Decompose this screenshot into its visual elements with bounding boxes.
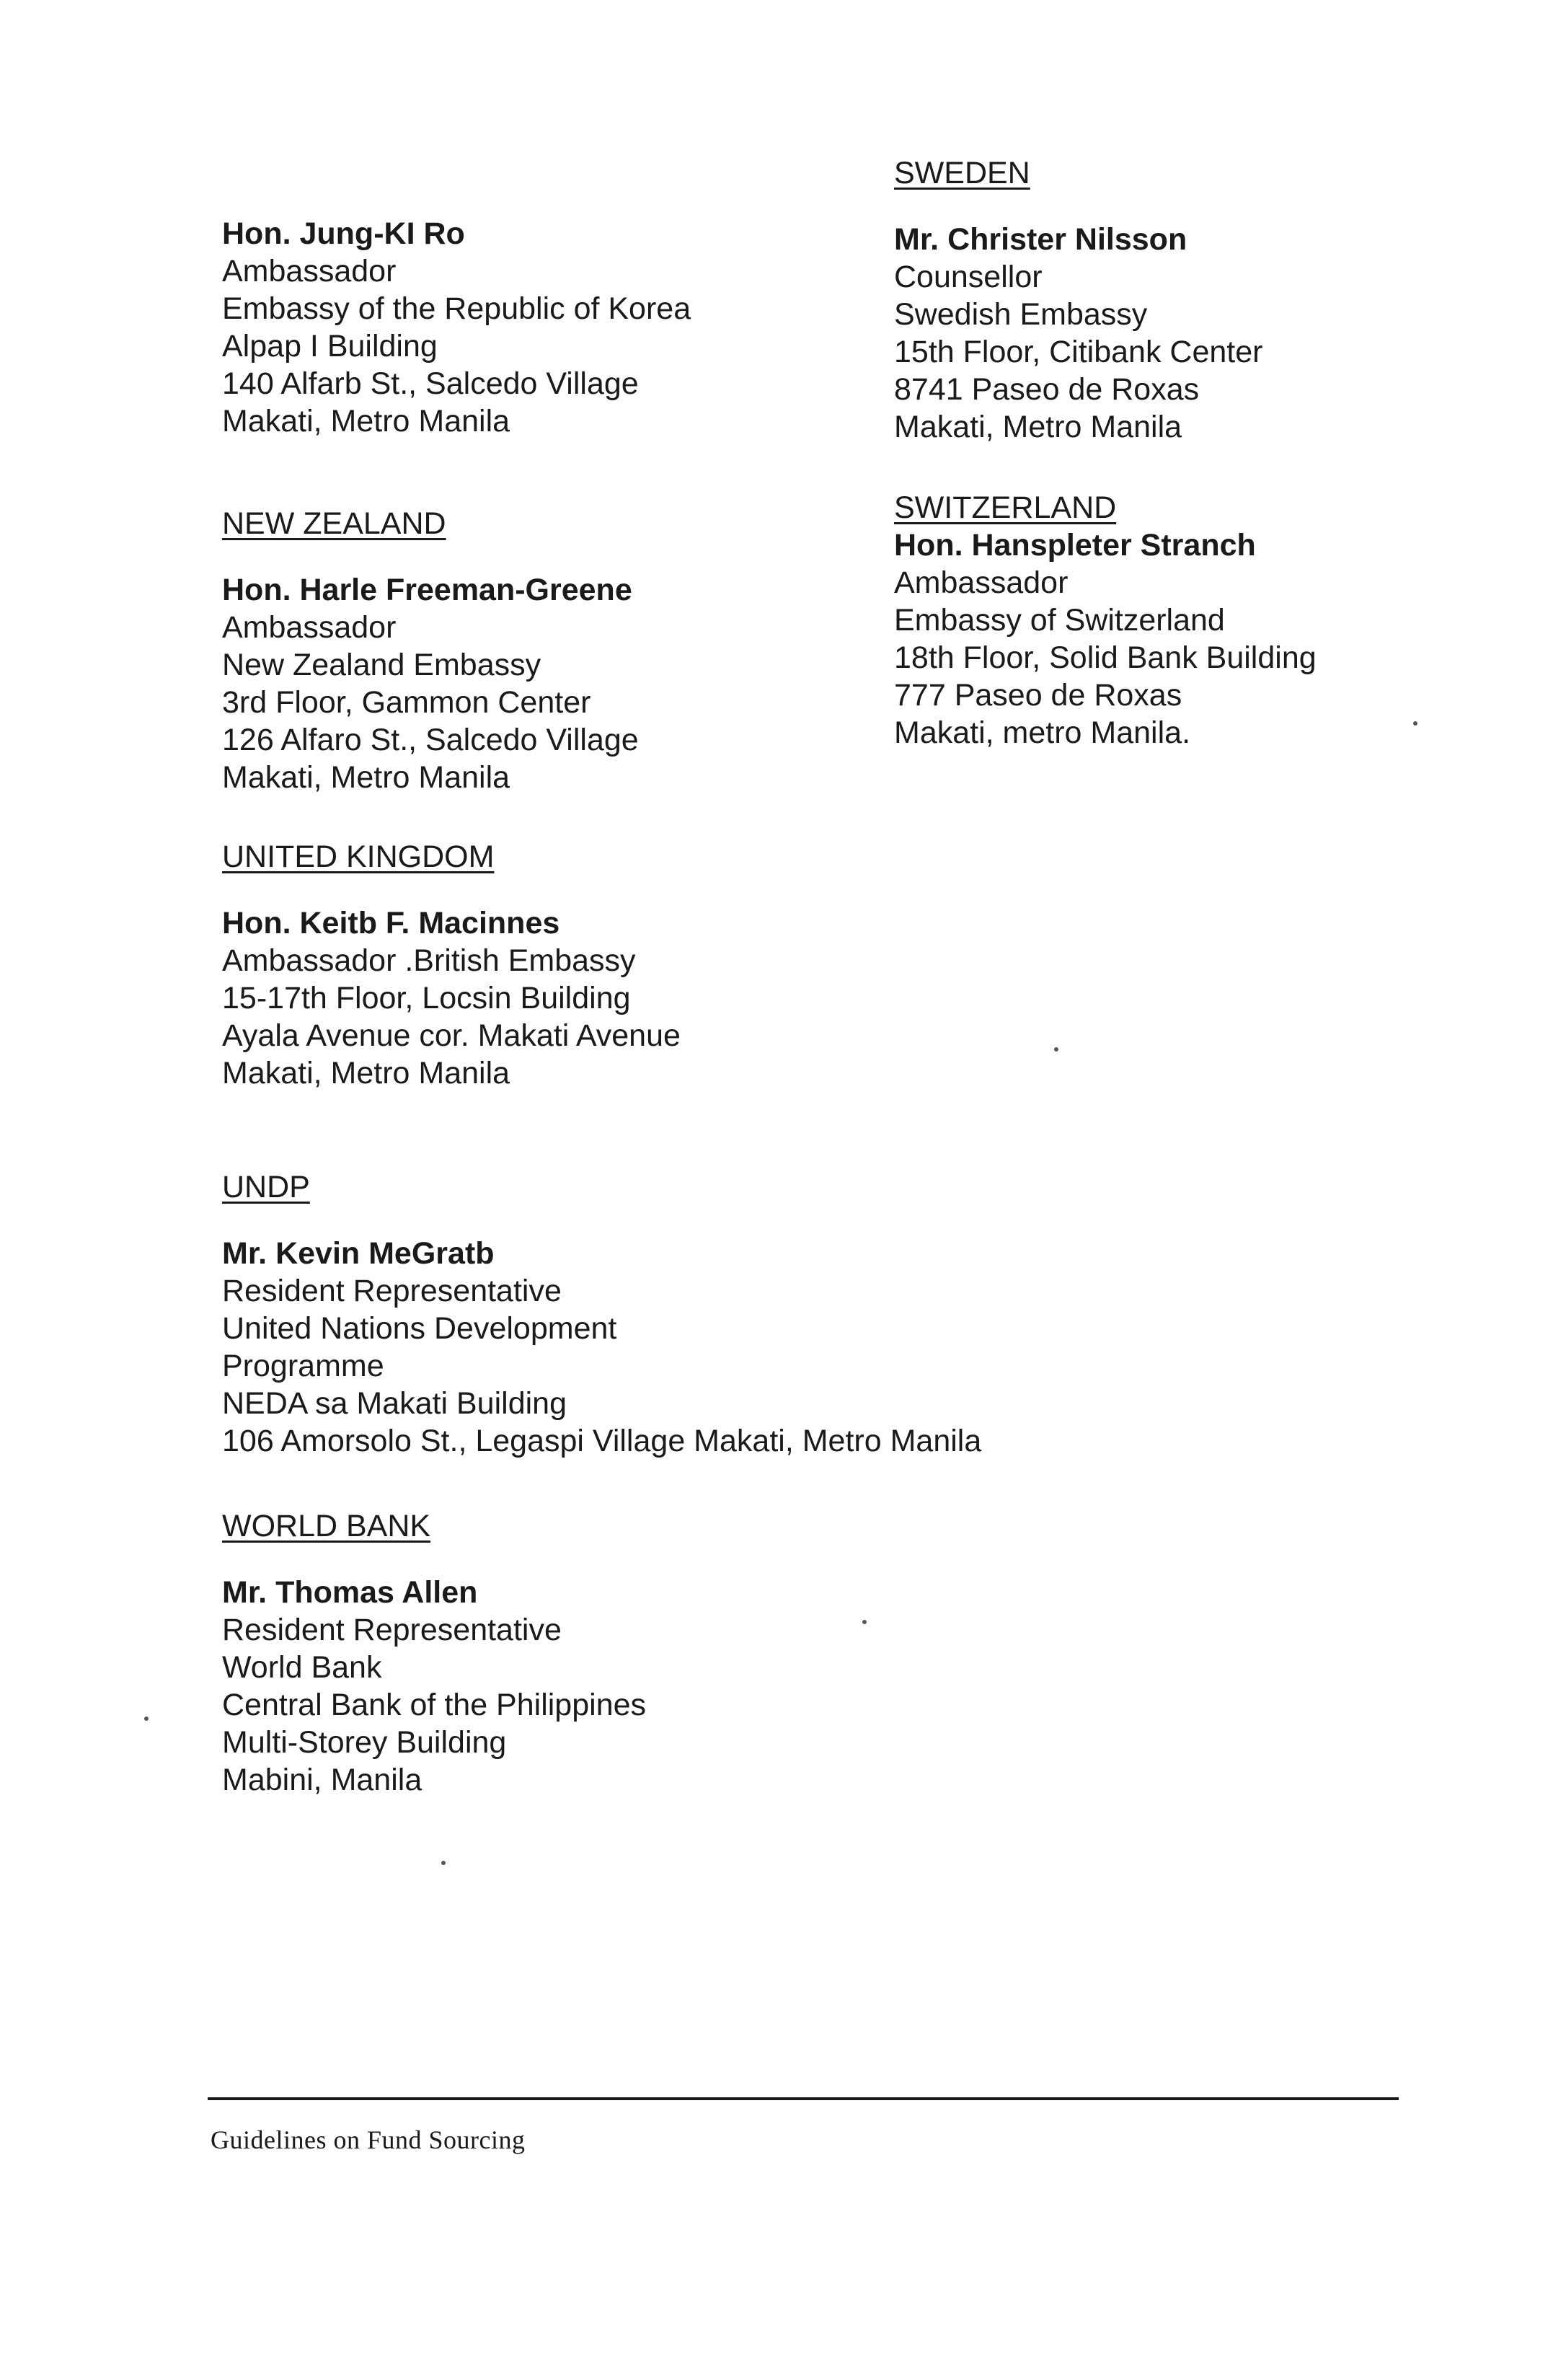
section-heading-sweden: SWEDEN [894,156,1030,190]
contact-name: Hon. Hanspleter Stranch [894,528,1256,563]
footer-divider [208,2097,1399,2100]
contact-name: Hon. Harle Freeman-Greene [222,573,632,607]
contact-title: Ambassador [222,610,397,645]
contact-building: 15-17th Floor, Locsin Building [222,981,631,1015]
contact-city: Makati, Metro Manila [222,1056,510,1090]
contact-city: Makati, metro Manila. [894,715,1191,750]
contact-title: Ambassador [222,254,397,288]
contact-name: Hon. Jung-KI Ro [222,216,465,251]
contact-title: Ambassador [894,565,1069,600]
contact-building: 15th Floor, Citibank Center [894,335,1263,369]
contact-building: Alpap I Building [222,329,438,363]
contact-building: 18th Floor, Solid Bank Building [894,640,1317,675]
contact-building: NEDA sa Makati Building [222,1386,567,1421]
section-heading-united-kingdom: UNITED KINGDOM [222,839,495,874]
contact-world-bank [222,1507,1051,1799]
section-heading-undp: UNDP [222,1170,310,1204]
contact-city: Makati, Metro Manila [894,410,1182,444]
section-heading-new-zealand: NEW ZEALAND [222,506,446,541]
contact-street: 777 Paseo de Roxas [894,678,1182,713]
contact-organization: Embassy of Switzerland [894,603,1225,638]
contact-organization: World Bank [222,1650,382,1685]
contact-city: Makati, Metro Manila [222,404,510,438]
contact-street: 106 Amorsolo St., Legaspi Village Makati, Metro Manila [222,1424,982,1458]
contact-title: Resident Representative [222,1613,562,1647]
scan-speck [1054,1047,1058,1052]
contact-organization: Swedish Embassy [894,297,1148,332]
contact-street: 126 Alfaro St., Salcedo Village [222,723,639,757]
contact-organization: Embassy of the Republic of Korea [222,291,691,326]
contact-title: Counsellor [894,260,1043,294]
section-heading-switzerland: SWITZERLAND [894,490,1117,525]
contact-name: Mr. Kevin MeGratb [222,1236,495,1271]
contact-street: 140 Alfarb St., Salcedo Village [222,366,639,401]
contact-united-kingdom [222,838,1051,1092]
contact-building: Multi-Storey Building [222,1725,507,1760]
contact-department: Central Bank of the Philippines [222,1688,647,1722]
contact-building: 3rd Floor, Gammon Center [222,685,591,720]
contact-title: Resident Representative [222,1274,562,1308]
contact-city: Makati, Metro Manila [222,760,510,795]
contact-undp [222,1168,1051,1460]
contact-organization: United Nations Development [222,1311,617,1346]
contact-name: Mr. Thomas Allen [222,1575,478,1610]
scan-speck [441,1861,446,1865]
section-heading-world-bank: WORLD BANK [222,1509,431,1543]
contact-name: Hon. Keitb F. Macinnes [222,906,560,940]
scan-speck [144,1716,149,1721]
contact-organization-cont: Programme [222,1349,384,1383]
contact-switzerland [894,489,1471,752]
contact-street: Ayala Avenue cor. Makati Avenue [222,1018,681,1053]
contact-organization: New Zealand Embassy [222,648,541,682]
contact-sweden [894,154,1471,446]
scan-speck [1413,721,1417,726]
contact-name: Mr. Christer Nilsson [894,222,1187,257]
contact-title: Ambassador .British Embassy [222,943,636,978]
contact-street: 8741 Paseo de Roxas [894,372,1200,407]
scan-speck [862,1620,867,1624]
footer-title: Guidelines on Fund Sourcing [211,2125,526,2154]
contact-city: Mabini, Manila [222,1763,423,1797]
